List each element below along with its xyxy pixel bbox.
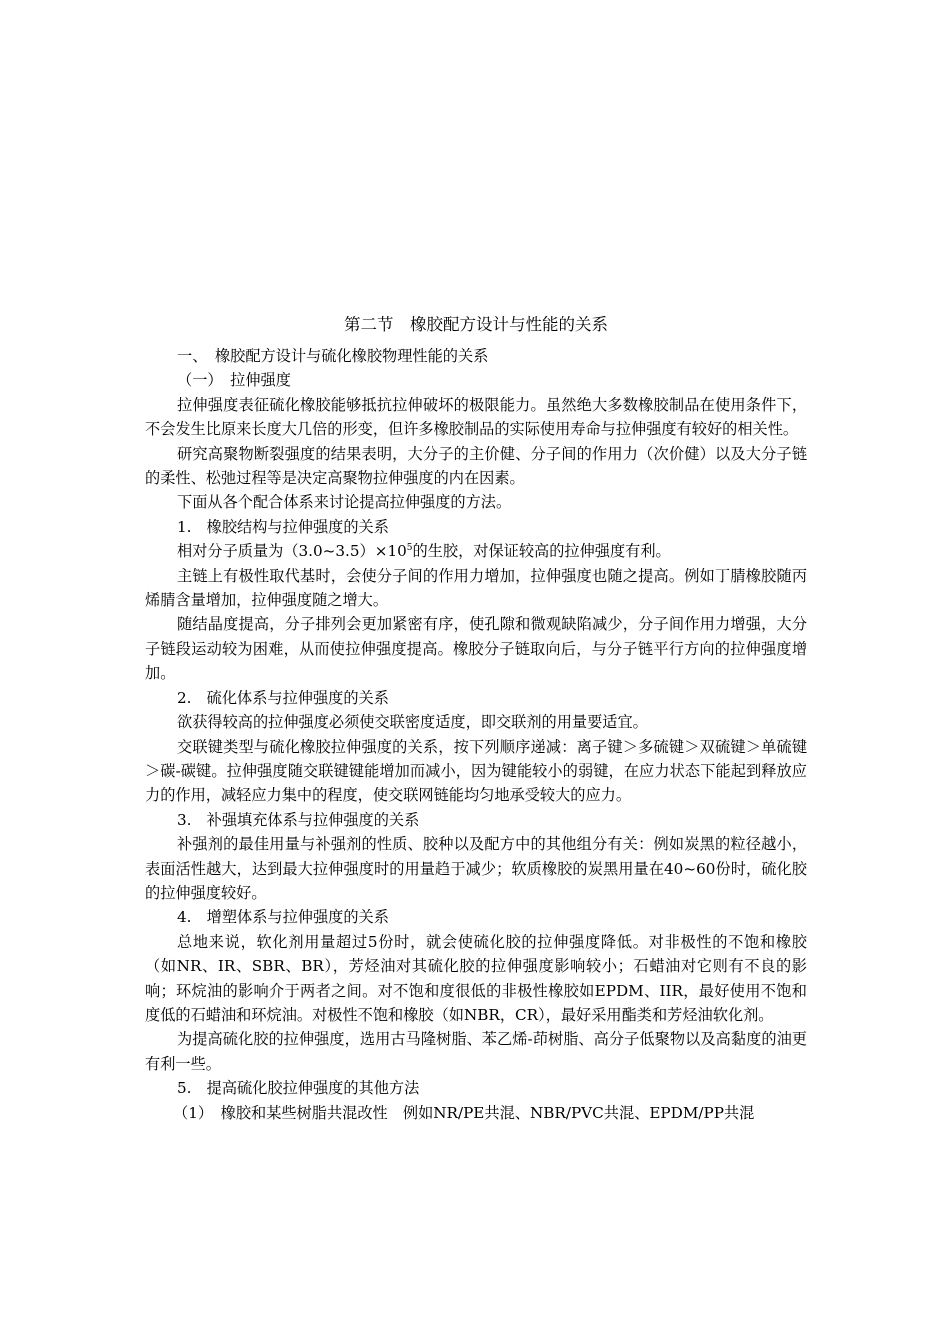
paragraph: 交联键类型与硫化橡胶拉伸强度的关系，按下列顺序递减：离子键＞多硫键＞双硫键＞单硫键＞碳-碳键。拉伸强度随交联键键能增加而减小，因为键能较小的弱键，在应力状态下能起到释放应力的作用，减轻应力集中的程度，使交联网链能均匀地承受较大的应力。 [145, 737, 807, 805]
paragraph-text: 相对分子质量为（3.0~3.5）×10 [177, 542, 407, 561]
paragraph: 为提高硫化胶的拉伸强度，选用古马隆树脂、苯乙烯-茚树脂、高分子低聚物以及高黏度的油更有利一些。 [145, 1030, 807, 1073]
paragraph: 补强剂的最佳用量与补强剂的性质、胶种以及配方中的其他组分有关：例如炭黑的粒径越小，表面活性越大，达到最大拉伸强度时的用量趋于减少；软质橡胶的炭黑用量在40~60份时，硫化胶的拉伸强度较好。 [145, 835, 807, 902]
section-title: 第二节 橡胶配方设计与性能的关系 [344, 315, 608, 334]
numbered-heading: 4. 增塑体系与拉伸强度的关系 [177, 908, 389, 927]
numbered-heading: 3. 补强填充体系与拉伸强度的关系 [177, 810, 420, 829]
paragraph: 下面从各个配合体系来讨论提高拉伸强度的方法。 [177, 493, 512, 512]
document-page [145, 312, 807, 1125]
paragraph-text: 的生胶，对保证较高的拉伸强度有利。 [412, 542, 671, 561]
heading-level-2: （一） 拉伸强度 [177, 371, 291, 390]
paragraph: 主链上有极性取代基时，会使分子间的作用力增加，拉伸强度也随之提高。例如丁腈橡胶随丙烯腈含量增加，拉伸强度随之增大。 [145, 566, 807, 610]
numbered-heading: 1. 橡胶结构与拉伸强度的关系 [177, 517, 389, 536]
paragraph: 研究高聚物断裂强度的结果表明，大分子的主价健、分子间的作用力（次价健）以及大分子链的柔性、松弛过程等是决定高聚物拉伸强度的内在因素。 [145, 444, 807, 488]
paragraph: 拉伸强度表征硫化橡胶能够抵抗拉伸破坏的极限能力。虽然绝大多数橡胶制品在使用条件下，不会发生比原来长度大几倍的形变，但许多橡胶制品的实际使用寿命与拉伸强度有较好的相关性。 [145, 395, 807, 439]
superscript: 5 [406, 543, 413, 554]
numbered-heading: 5. 提高硫化胶拉伸强度的其他方法 [177, 1079, 420, 1098]
paragraph: 欲获得较高的拉伸强度必须使交联密度适度，即交联剂的用量要适宜。 [177, 713, 648, 732]
paragraph: 随结晶度提高，分子排列会更加紧密有序，使孔隙和微观缺陷减少，分子间作用力增强，大分子链段运动较为困难，从而使拉伸强度提高。橡胶分子链取向后，与分子链平行方向的拉伸强度增加。 [145, 615, 807, 683]
paragraph [145, 539, 807, 563]
paragraph: 总地来说，软化剂用量超过5份时，就会使硫化胶的拉伸强度降低。对非极性的不饱和橡胶（如NR、IR、SBR、BR），芳烃油对其硫化胶的拉伸强度影响较小；石蜡油对它则有不良的影响；环烷油的影响介于两者之间。对不饱和度很低的非极性橡胶如EPDM、IIR，最好使用不饱和度低的石蜡油和环烷油。对极性不饱和橡胶（如NBR，CR），最好采用酯类和芳烃油软化剂。 [145, 932, 807, 1024]
heading-level-1: 一、 橡胶配方设计与硫化橡胶物理性能的关系 [177, 347, 489, 365]
sub-item: （1） 橡胶和某些树脂共混改性 例如NR/PE共混、NBR/PVC共混、EPDM/PP共混 [173, 1103, 755, 1122]
numbered-heading: 2. 硫化体系与拉伸强度的关系 [177, 688, 389, 707]
